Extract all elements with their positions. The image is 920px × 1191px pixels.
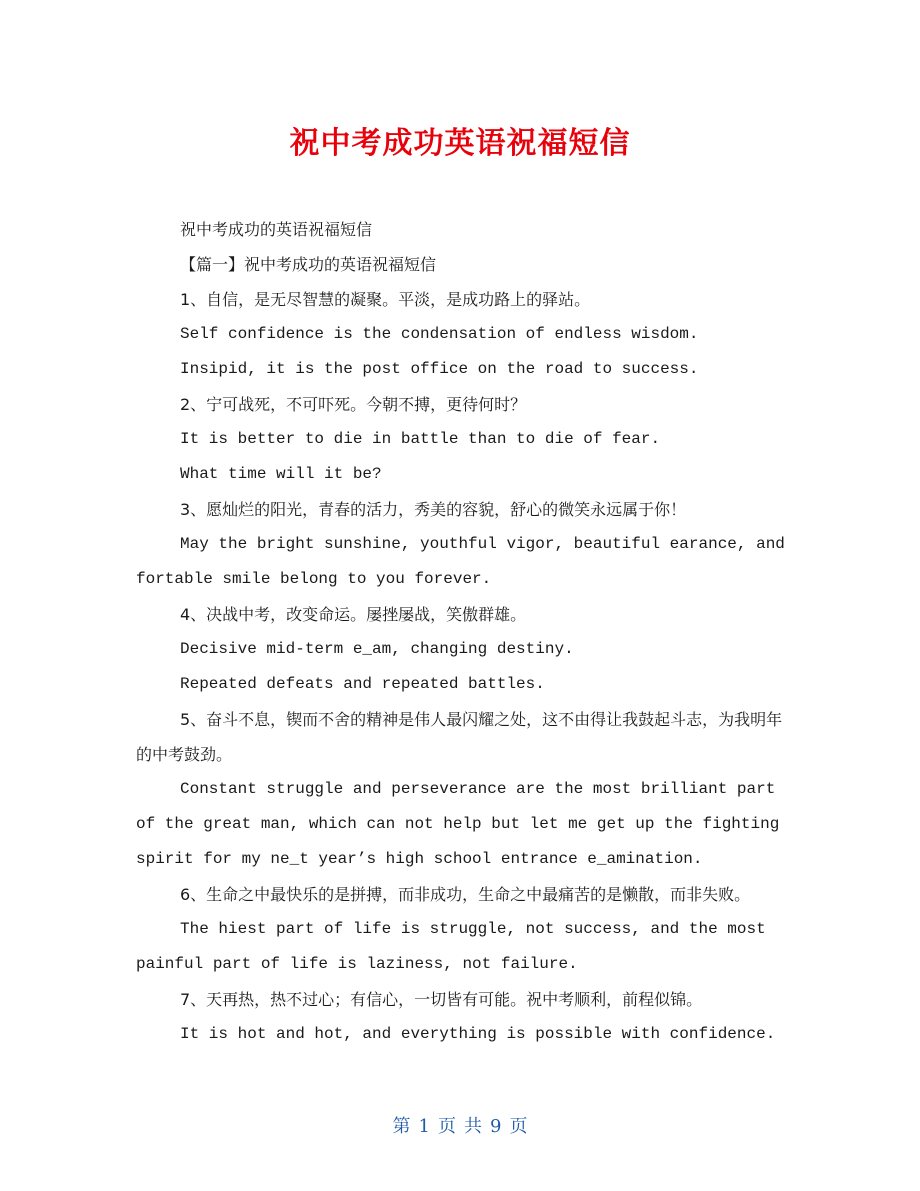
paragraph: May the bright sunshine, youthful vigor, beautiful earance, and fortable smile belong to you forever. <box>136 535 785 588</box>
paragraph: Constant struggle and perseverance are the most brilliant part of the great man, which can not help but let me get up the fighting spirit for my ne_t year’s high school entrance e_amination. <box>136 780 780 868</box>
paragraph: What time will it be? <box>180 465 382 483</box>
footer-total-pages: 9 <box>490 1116 502 1137</box>
paragraph: Decisive mid-term e_am, changing destiny. <box>180 640 574 658</box>
page-number-footer <box>0 1112 920 1138</box>
footer-current-page: 1 <box>418 1116 430 1137</box>
paragraph: Insipid, it is the post office on the road to success. <box>180 360 699 378</box>
paragraph: 【篇一】祝中考成功的英语祝福短信 <box>180 255 437 274</box>
paragraph: Self confidence is the condensation of endless wisdom. <box>180 325 699 343</box>
footer-label-total-unit: 页 <box>509 1116 528 1137</box>
footer-label-page-unit: 页 <box>438 1116 456 1137</box>
document-title: 祝中考成功英语祝福短信 <box>289 126 631 161</box>
paragraph: 祝中考成功的英语祝福短信 <box>180 220 373 239</box>
paragraph: The hiest part of life is struggle, not success, and the most painful part of life is laziness, not failure. <box>136 920 766 973</box>
paragraph: 5、奋斗不息，锲而不舍的精神是伟人最闪耀之处，这不由得让我鼓起斗志，为我明年的中考鼓劲。 <box>136 710 783 764</box>
paragraph: 1、自信，是无尽智慧的凝聚。平淡，是成功路上的驿站。 <box>180 290 591 309</box>
paragraph: It is hot and hot, and everything is possible with confidence. <box>180 1025 776 1043</box>
paragraph: Repeated defeats and repeated battles. <box>180 675 545 693</box>
paragraph: 7、天再热，热不过心；有信心，一切皆有可能。祝中考顺利，前程似锦。 <box>180 990 703 1009</box>
footer-label-page: 第 <box>392 1116 411 1137</box>
document-body <box>136 212 786 1052</box>
paragraph: 3、愿灿烂的阳光，青春的活力，秀美的容貌，舒心的微笑永远属于你！ <box>180 500 687 519</box>
paragraph: 2、宁可战死，不可吓死。今朝不搏，更待何时？ <box>180 395 527 414</box>
paragraph: 6、生命之中最快乐的是拼搏，而非成功，生命之中最痛苦的是懒散，而非失败。 <box>180 885 751 904</box>
footer-label-total: 共 <box>464 1116 482 1137</box>
paragraph: It is better to die in battle than to die of fear. <box>180 430 661 448</box>
paragraph: 4、决战中考，改变命运。屡挫屡战，笑傲群雄。 <box>180 605 527 624</box>
